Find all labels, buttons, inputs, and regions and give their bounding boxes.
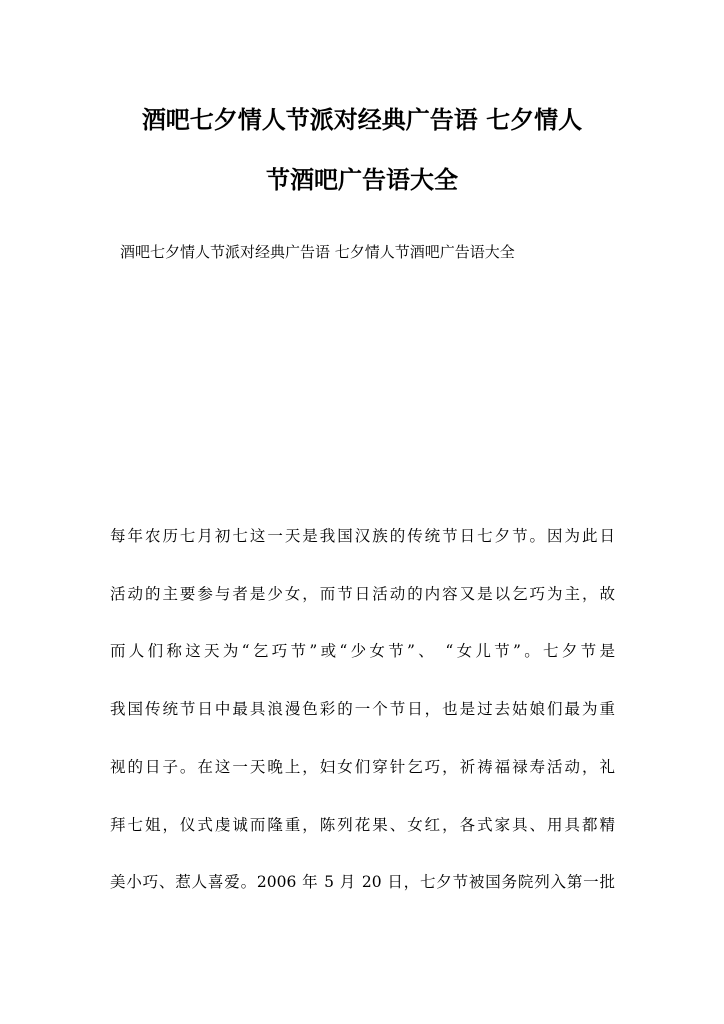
- body-line: 视的日子。在这一天晚上，妇女们穿针乞巧，祈祷福禄寿活动，礼: [110, 758, 615, 776]
- body-line: 拜七姐，仪式虔诚而隆重，陈列花果、女红，各式家具、用具都精: [110, 816, 615, 834]
- document-title-line-2: 节酒吧广告语大全: [266, 165, 458, 194]
- body-line: 每年农历七月初七这一天是我国汉族的传统节日七夕节。因为此日: [110, 527, 615, 545]
- document-title-line-1: 酒吧七夕情人节派对经典广告语 七夕情人: [141, 105, 583, 134]
- body-line: 活动的主要参与者是少女，而节日活动的内容又是以乞巧为主，故: [110, 585, 615, 603]
- body-line: 而人们称这天为“乞巧节”或“少女节”、 “女儿节”。七夕节是: [110, 642, 615, 660]
- body-line: 我国传统节日中最具浪漫色彩的一个节日，也是过去姑娘们最为重: [110, 700, 615, 718]
- body-line: 美小巧、惹人喜爱。2006 年 5 月 20 日，七夕节被国务院列入第一批: [110, 873, 615, 891]
- document-subtitle: 酒吧七夕情人节派对经典广告语 七夕情人节酒吧广告语大全: [120, 243, 515, 261]
